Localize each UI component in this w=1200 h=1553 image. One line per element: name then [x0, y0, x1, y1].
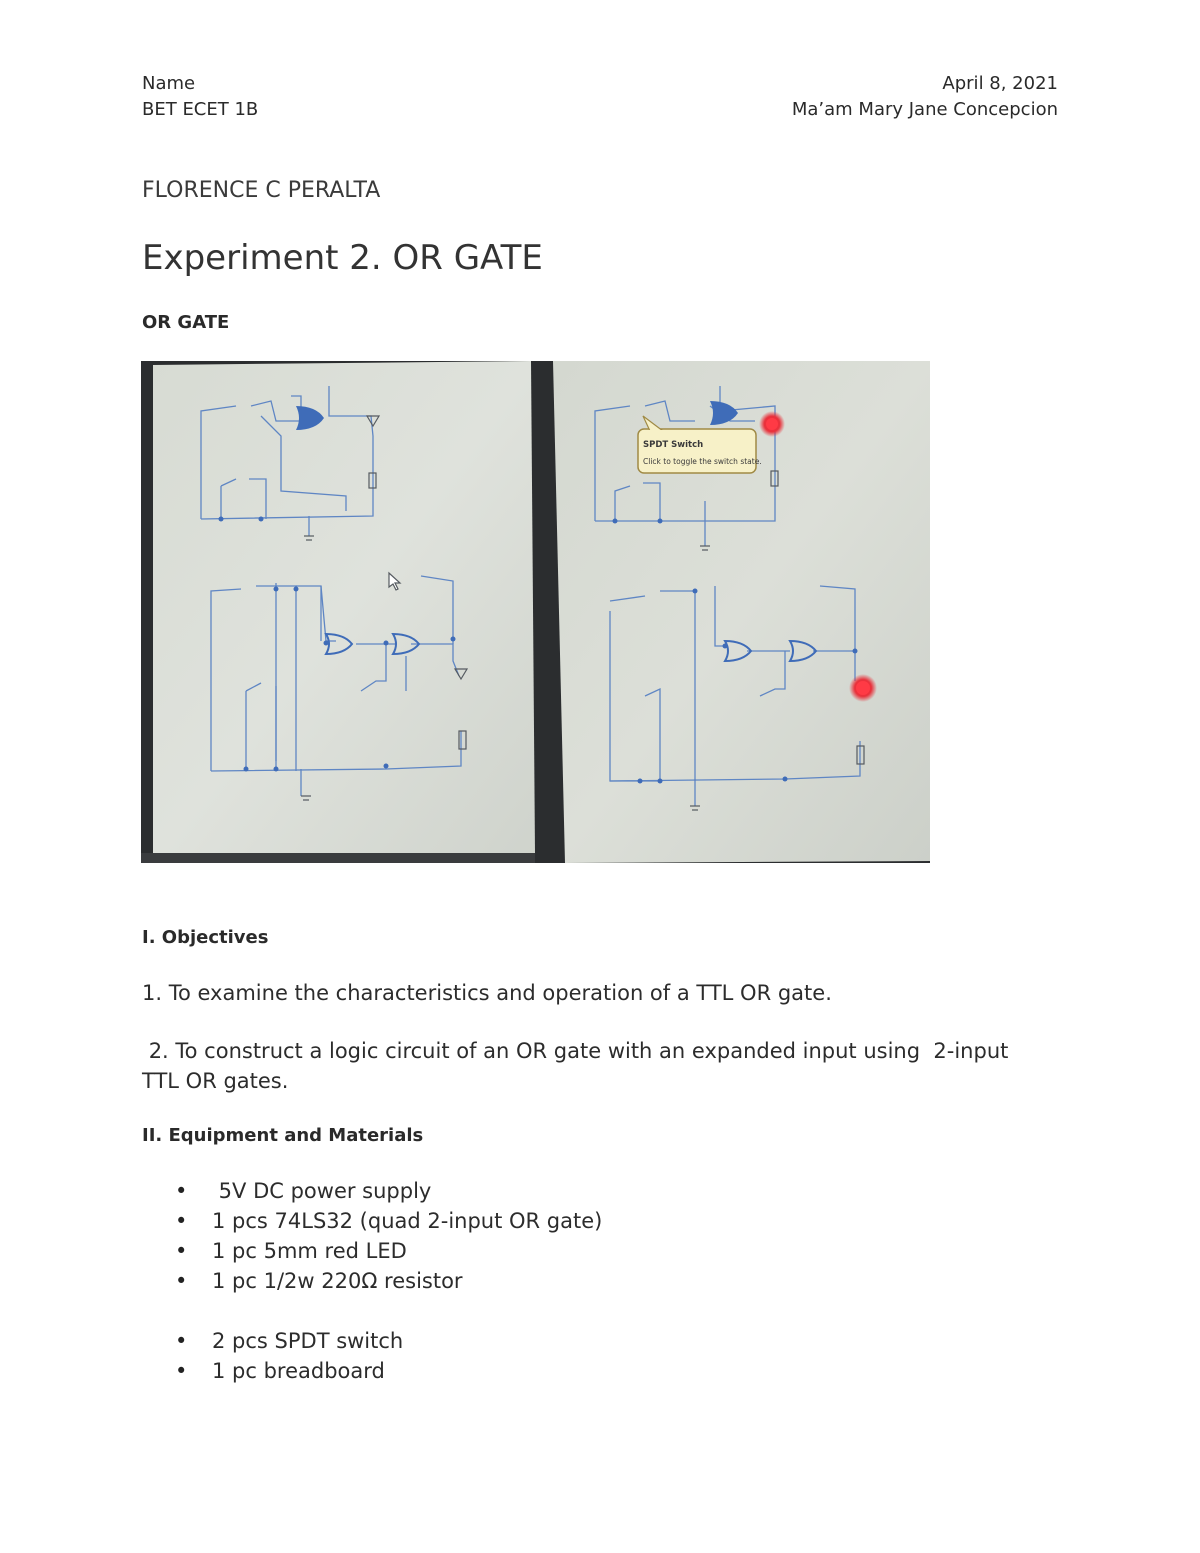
led-on-bottom — [849, 674, 877, 702]
name-label: Name — [142, 73, 196, 94]
equipment-list — [142, 1176, 1042, 1386]
section-label: BET ECET 1B — [142, 99, 259, 120]
objectives-heading: I. Objectives — [142, 927, 269, 948]
objective-2: 2. To construct a logic circuit of an OR gate with an expanded input using 2-input TTL OR gates. — [142, 1039, 1016, 1093]
author-name: FLORENCE C PERALTA — [142, 178, 381, 203]
circuit-photo-left — [141, 361, 535, 863]
equipment-item: • 2 pcs SPDT switch — [142, 1326, 1042, 1356]
circuit-photo-right — [535, 361, 930, 863]
equipment-item: • 5V DC power supply — [142, 1176, 1042, 1206]
instructor-label: Ma’am Mary Jane Concepcion — [791, 99, 1058, 120]
section-subtitle: OR GATE — [142, 312, 230, 333]
led-on-top — [759, 411, 785, 437]
equipment-item: • 1 pc 5mm red LED — [142, 1236, 1042, 1266]
date-label: April 8, 2021 — [942, 73, 1058, 94]
page-title: Experiment 2. OR GATE — [142, 238, 543, 278]
tooltip-title: SPDT Switch — [643, 440, 704, 450]
equipment-heading: II. Equipment and Materials — [142, 1125, 424, 1146]
equipment-item: • 1 pc breadboard — [142, 1356, 1042, 1386]
equipment-item: • 1 pcs 74LS32 (quad 2-input OR gate) — [142, 1206, 1042, 1236]
tooltip-text: Click to toggle the switch state. — [643, 457, 762, 466]
objective-1: 1. To examine the characteristics and operation of a TTL OR gate. — [142, 981, 832, 1005]
equipment-item: • 1 pc 1/2w 220Ω resistor — [142, 1266, 1042, 1296]
